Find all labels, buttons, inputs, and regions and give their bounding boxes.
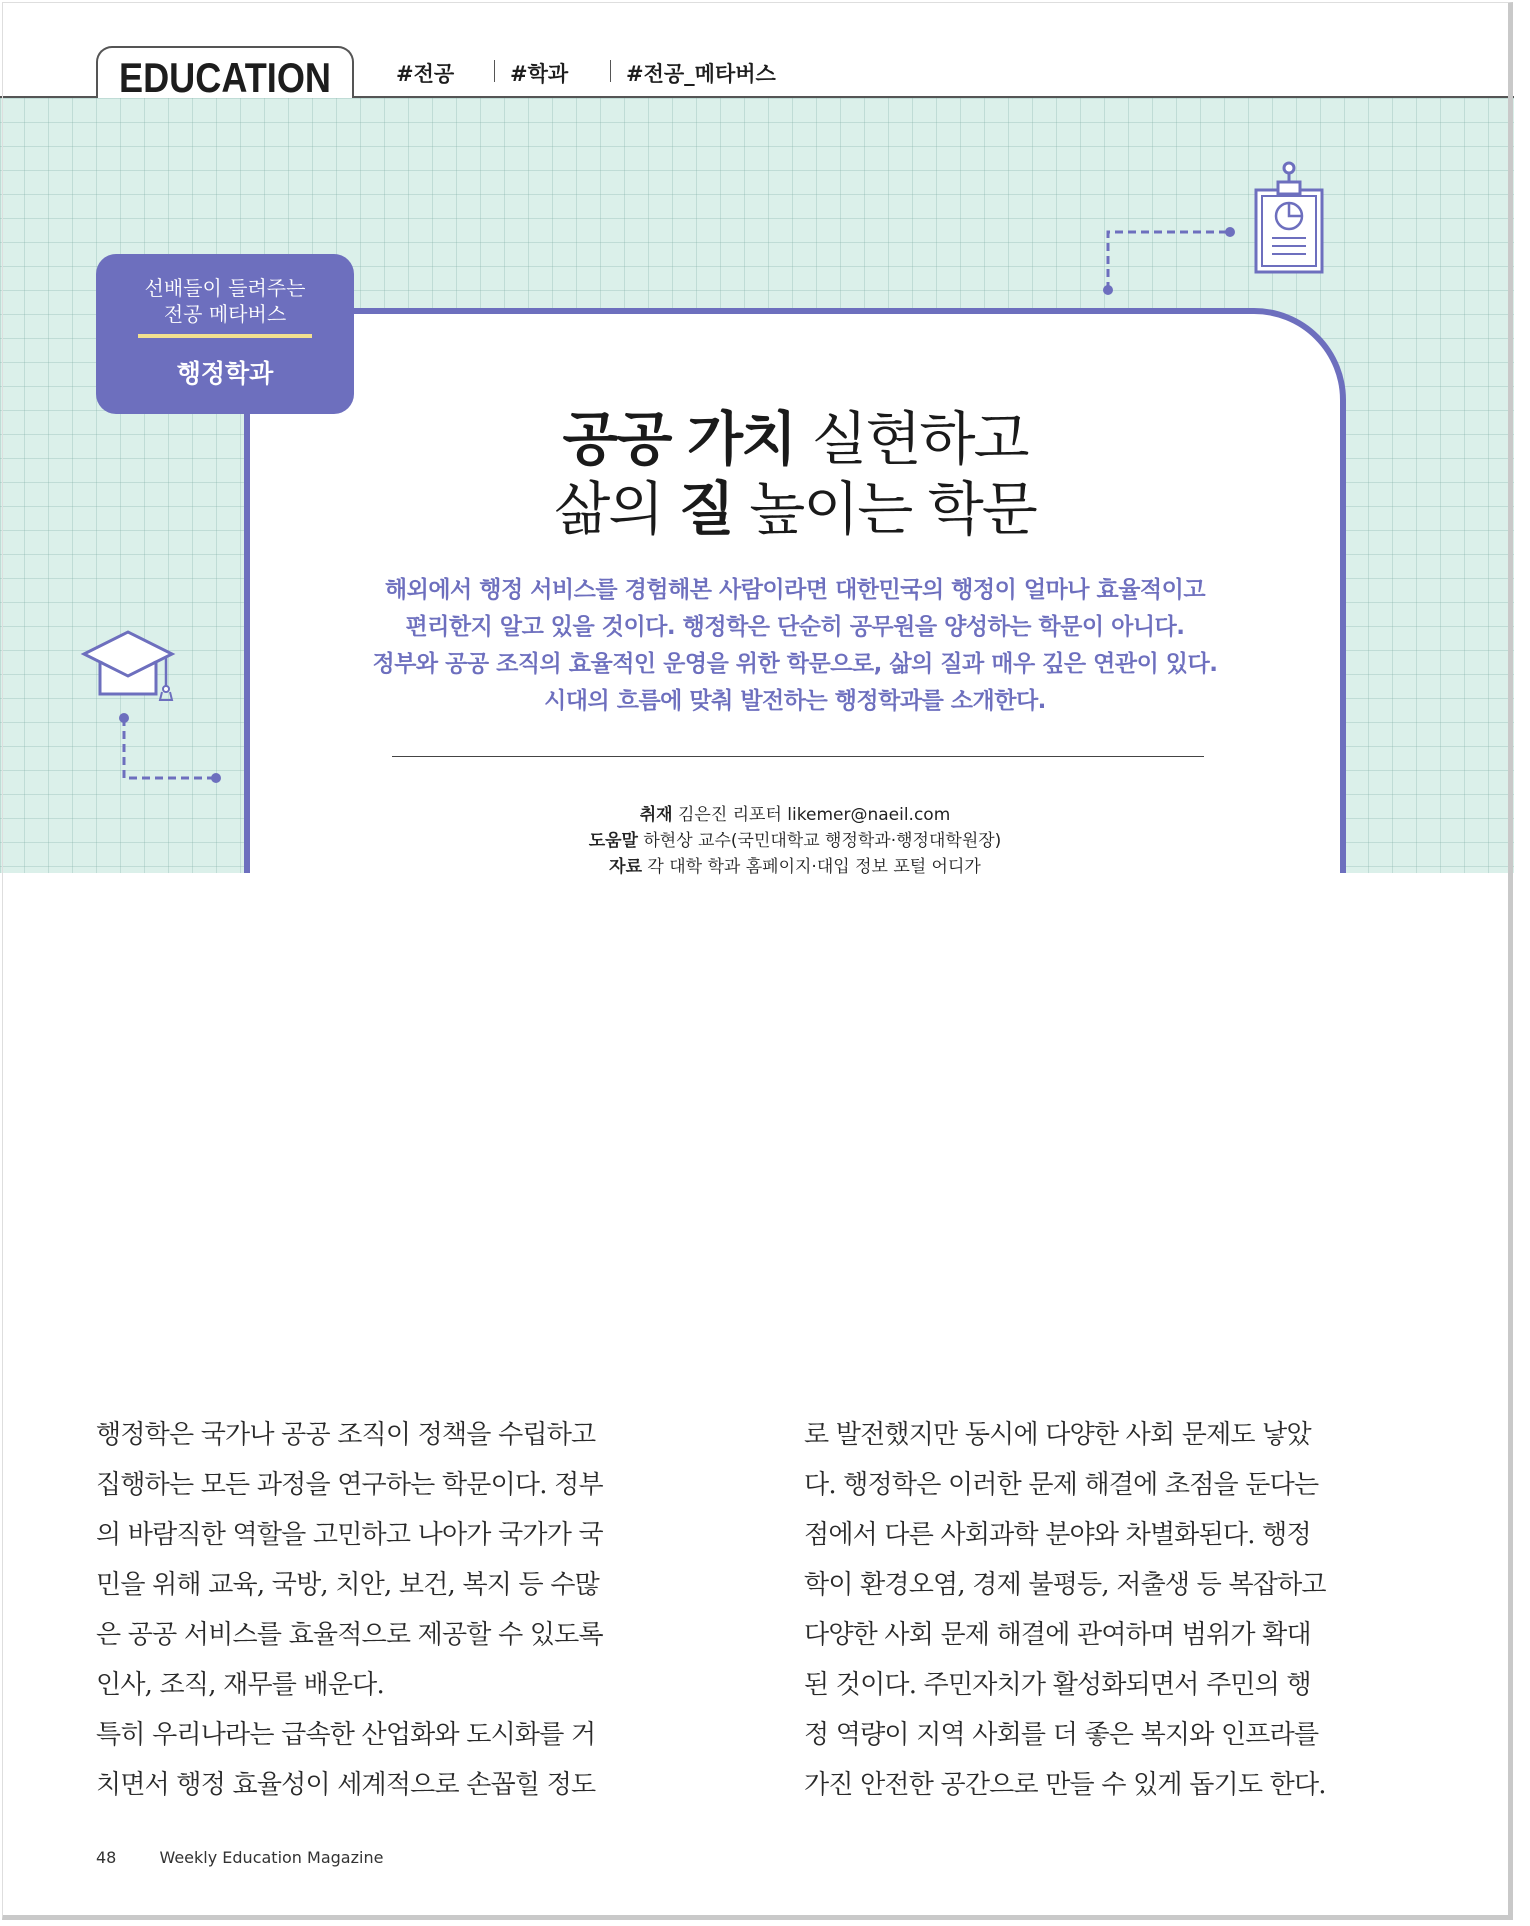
article-title-line2 (260, 462, 1330, 546)
body-line: 인사, 조직, 재무를 배운다. (96, 1670, 384, 1700)
body-line: 다. 행정학은 이러한 문제 해결에 초점을 둔다는 (804, 1470, 1319, 1500)
body-column-left (96, 1410, 656, 1810)
section-tab (96, 46, 354, 101)
body-line: 로 발전했지만 동시에 다양한 사회 문제도 낳았 (804, 1420, 1311, 1450)
credit-label: 자료 (609, 857, 642, 877)
page-number: 48 (96, 1848, 117, 1867)
title-word-quality: 질 (678, 475, 733, 543)
body-line: 가진 안전한 공간으로 만들 수 있게 돕기도 한다. (804, 1770, 1326, 1800)
body-line: 행정학은 국가나 공공 조직이 정책을 수립하고 (96, 1420, 596, 1450)
badge-rule (138, 334, 312, 338)
tag-separator (494, 60, 495, 82)
title-word-public: 공공 (562, 405, 671, 473)
tag-department[interactable]: #학과 (510, 62, 569, 86)
white-area (0, 873, 1514, 933)
badge-major: 행정학과 (176, 359, 274, 388)
credit-advisor (300, 826, 1290, 851)
badge-series-line2: 전공 메타버스 (163, 302, 287, 326)
body-line: 집행하는 모든 과정을 연구하는 학문이다. 정부 (96, 1470, 603, 1500)
body-line: 은 공공 서비스를 효율적으로 제공할 수 있도록 (96, 1620, 603, 1650)
publication-name: Weekly Education Magazine (159, 1848, 384, 1867)
title-word-raising: 높이는 학문 (749, 475, 1036, 543)
lede-line: 해외에서 행정 서비스를 경험해본 사람이라면 대한민국의 행정이 얼마나 효율적이고 (384, 577, 1206, 603)
credit-source (300, 852, 1290, 877)
title-word-value: 가치 (686, 405, 795, 473)
graduation-cap-icon (80, 628, 260, 788)
section-label: EDUCATION (118, 54, 332, 101)
body-line: 의 바람직한 역할을 고민하고 나아가 국가가 국 (96, 1520, 603, 1550)
credit-text: 하현상 교수(국민대학교 행정학과·행정대학원장) (643, 831, 1002, 851)
credit-label: 취재 (639, 805, 673, 825)
tag-metaverse[interactable]: #전공_메타버스 (626, 62, 776, 86)
page-footer (96, 1848, 383, 1867)
body-line: 된 것이다. 주민자치가 활성화되면서 주민의 행 (804, 1670, 1311, 1700)
lede-line: 시대의 흐름에 맞춰 발전하는 행정학과를 소개한다. (544, 688, 1046, 714)
body-column-right (804, 1410, 1364, 1810)
body-line: 민을 위해 교육, 국방, 치안, 보건, 복지 등 수많 (96, 1570, 599, 1600)
body-line: 치면서 행정 효율성이 세계적으로 손꼽힐 정도 (96, 1770, 596, 1800)
lede-divider (392, 756, 1204, 757)
body-line: 특히 우리나라는 급속한 산업화와 도시화를 거 (96, 1720, 596, 1750)
lede-line: 편리한지 알고 있을 것이다. 행정학은 단순히 공무원을 양성하는 학문이 아니다. (405, 614, 1185, 640)
badge-series-line1: 선배들이 들려주는 (144, 276, 306, 300)
tag-major[interactable]: #전공 (396, 62, 455, 86)
series-badge (96, 254, 354, 414)
article-lede (300, 572, 1290, 720)
body-line: 정 역량이 지역 사회를 더 좋은 복지와 인프라를 (804, 1720, 1319, 1750)
credit-reporter (300, 800, 1290, 825)
tag-separator (610, 60, 611, 82)
credit-text: 김은진 리포터 likemer@naeil.com (677, 805, 951, 825)
body-line: 점에서 다른 사회과학 분야와 차별화된다. 행정 (804, 1520, 1311, 1550)
body-line: 학이 환경오염, 경제 불평등, 저출생 등 복잡하고 (804, 1570, 1326, 1600)
clipboard-chart-icon (1100, 160, 1340, 300)
credit-label: 도움말 (588, 831, 638, 851)
title-word-life: 삶의 (554, 475, 663, 543)
credit-text: 각 대학 학과 홈페이지·대입 정보 포털 어디가 (647, 857, 981, 877)
body-line: 다양한 사회 문제 해결에 관여하며 범위가 확대 (804, 1620, 1311, 1650)
lede-line: 정부와 공공 조직의 효율적인 운영을 위한 학문으로, 삶의 질과 매우 깊은 연관이 있다. (372, 651, 1218, 677)
title-word-realize: 실현하고 (811, 405, 1028, 473)
